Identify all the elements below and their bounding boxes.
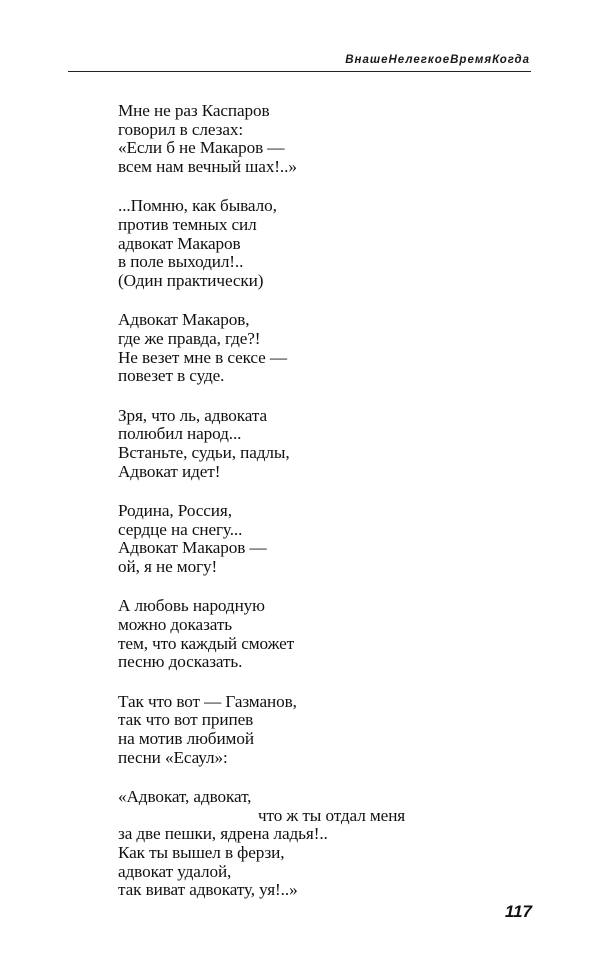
poem-line: ой, я не могу! bbox=[118, 556, 218, 576]
poem-line: Адвокат Макаров, bbox=[118, 310, 250, 330]
poem-line: Не везет мне в сексе — bbox=[118, 347, 287, 367]
poem-line: где же правда, где?! bbox=[118, 328, 261, 348]
stanza-7 bbox=[118, 693, 458, 767]
header-divider bbox=[68, 71, 531, 72]
poem-line: (Один практически) bbox=[118, 270, 264, 290]
stanza-5 bbox=[118, 502, 458, 576]
poem-line: песни «Есаул»: bbox=[118, 747, 228, 767]
poem-line: за две пешки, ядрена ладья!.. bbox=[118, 824, 328, 844]
stanza-4 bbox=[118, 407, 458, 481]
poem-line: А любовь народную bbox=[118, 596, 265, 616]
poem-line: Как ты вышел в ферзи, bbox=[118, 843, 285, 862]
poem-line: Встаньте, судьи, падлы, bbox=[118, 442, 290, 462]
poem-line: что ж ты отдал меня bbox=[258, 805, 406, 825]
poem-line: на мотив любимой bbox=[118, 729, 254, 749]
stanza-8 bbox=[118, 788, 458, 900]
poem-line: повезет в суде. bbox=[118, 366, 225, 386]
poem-line: можно доказать bbox=[118, 615, 232, 635]
poem-line: так что вот припев bbox=[118, 710, 254, 730]
poem-line: Так что вот — Газманов, bbox=[118, 691, 297, 711]
poem-line: так виват адвокату, уя!..» bbox=[118, 880, 298, 900]
poem-line: всем нам вечный шах!..» bbox=[118, 156, 297, 176]
poem-line: ...Помню, как бывало, bbox=[118, 196, 277, 216]
poem-line: «Адвокат, адвокат, bbox=[118, 787, 252, 807]
running-header: ВнашеНелегкоеВремяКогда bbox=[345, 54, 530, 66]
stanza-3 bbox=[118, 311, 458, 385]
page-number: 117 bbox=[504, 902, 532, 921]
poem-line: Родина, Россия, bbox=[118, 501, 232, 521]
poem-line: полюбил народ... bbox=[118, 424, 242, 444]
poem-line: Адвокат идет! bbox=[118, 461, 221, 481]
poem-line: песню досказать. bbox=[118, 652, 243, 672]
poem-line: адвокат удалой, bbox=[118, 861, 232, 881]
poem-line: в поле выходил!.. bbox=[118, 252, 244, 272]
poem-line: Адвокат Макаров — bbox=[118, 538, 267, 558]
poem-line: говорил в слезах: bbox=[118, 119, 244, 139]
stanza-2 bbox=[118, 197, 458, 290]
poem bbox=[118, 102, 458, 921]
poem-line: Мне не раз Каспаров bbox=[118, 101, 270, 120]
poem-line: Зря, что ль, адвоката bbox=[118, 405, 268, 425]
poem-line: против темных сил bbox=[118, 214, 257, 234]
poem-line: сердце на снегу... bbox=[118, 519, 243, 539]
stanza-1 bbox=[118, 102, 458, 176]
stanza-6 bbox=[118, 597, 458, 671]
poem-line: адвокат Макаров bbox=[118, 233, 241, 253]
poem-line: «Если б не Макаров — bbox=[118, 138, 285, 158]
poem-line: тем, что каждый сможет bbox=[118, 633, 295, 653]
